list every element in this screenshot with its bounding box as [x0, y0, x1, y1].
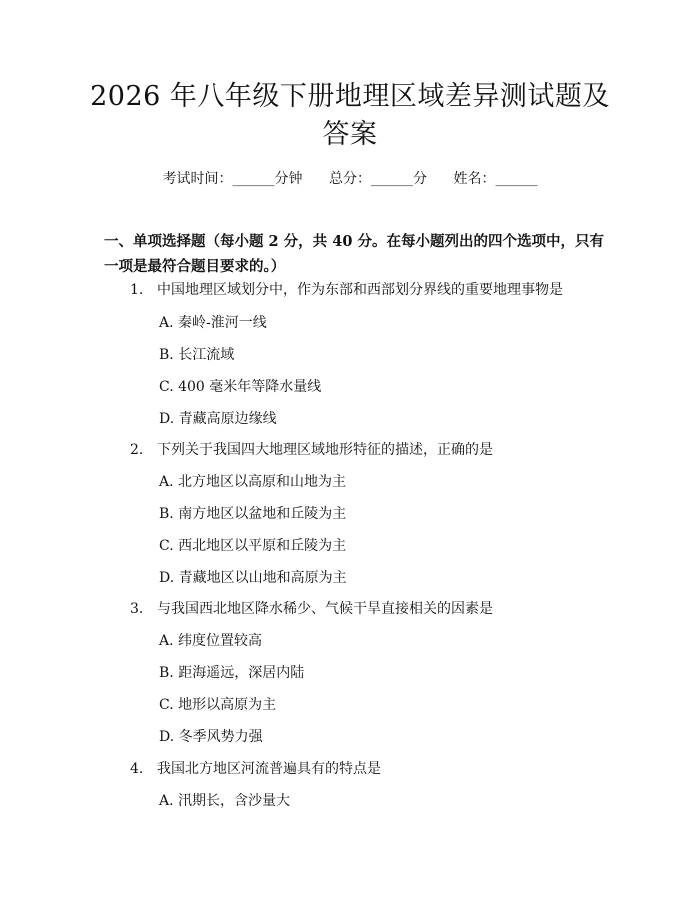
page-title: 2026 年八年级下册地理区域差异测试题及答案 — [90, 81, 610, 150]
option-item: C. 400 毫米年等降水量线 — [159, 379, 322, 395]
option-item: C. 地形以高原为主 — [159, 697, 277, 713]
question-number: 1. — [130, 282, 144, 298]
total-score-label: 总分：______分 — [329, 171, 427, 187]
option-item: A. 北方地区以高原和山地为主 — [159, 474, 347, 490]
question-number: 3. — [130, 601, 144, 617]
option-item: D. 冬季风势力强 — [159, 729, 263, 745]
section-heading: 一、单项选择题（每小题 2 分，共 40 分。在每小题列出的四个选项中，只有一项是最符合题目要求的。） — [104, 233, 604, 275]
student-name-label: 姓名：______ — [453, 171, 538, 187]
option-item: D. 青藏地区以山地和高原为主 — [159, 570, 347, 586]
option-item: B. 南方地区以盆地和丘陵为主 — [159, 506, 347, 522]
question-stem: 我国北方地区河流普遍具有的特点是 — [157, 761, 381, 777]
exam-meta — [0, 168, 700, 188]
option-item: C. 西北地区以平原和丘陵为主 — [159, 538, 347, 554]
option-item: B. 距海遥远，深居内陆 — [159, 665, 305, 681]
option-item: A. 纬度位置较高 — [159, 633, 263, 649]
question-number: 4. — [130, 761, 144, 777]
question-stem: 下列关于我国四大地理区域地形特征的描述，正确的是 — [157, 442, 493, 458]
question-number: 2. — [130, 442, 144, 458]
option-item: B. 长江流域 — [159, 347, 235, 363]
question-stem: 与我国西北地区降水稀少、气候干旱直接相关的因素是 — [157, 601, 493, 617]
question-stem: 中国地理区域划分中，作为东部和西部划分界线的重要地理事物是 — [157, 282, 563, 298]
exam-time-label: 考试时间：______分钟 — [162, 171, 303, 187]
option-item: A. 汛期长，含沙量大 — [159, 793, 291, 809]
option-item: D. 青藏高原边缘线 — [159, 411, 277, 427]
option-item: A. 秦岭-淮河一线 — [159, 315, 267, 331]
